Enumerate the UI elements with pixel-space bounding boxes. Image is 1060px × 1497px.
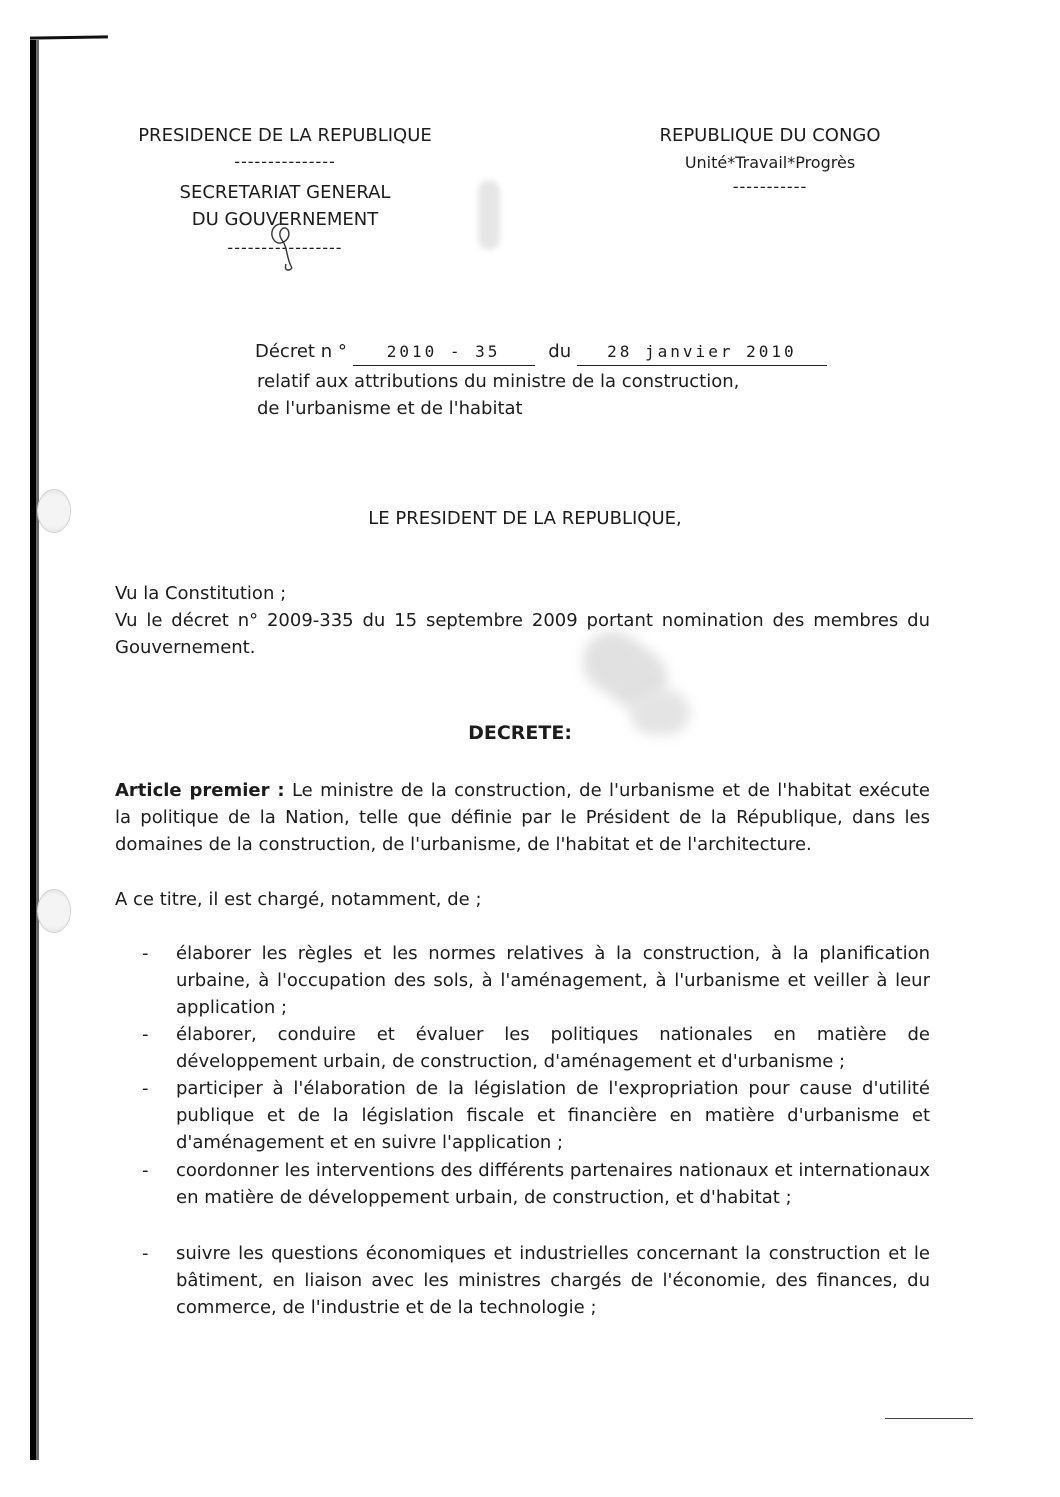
visa-decret: Vu le décret n° 2009-335 du 15 septembre 2009 portant nomination des membres du Gouvernement. [115,610,930,658]
visa-constitution: Vu la Constitution ; [115,583,287,604]
article-text: Le ministre de la construction, de l'urbanisme et de l'habitat exécute la politique de la Nation, telle que définie par le Président de la République, dans les domaines de la construction, de l'urbanisme, de l'habitat et de l'architecture. [115,780,930,855]
decree-subject [257,368,877,422]
punch-hole [38,890,70,932]
article-label: Article premier : [115,780,285,801]
list-item-text: coordonner les interventions des différents partenaires nationaux et internationaux en matière de développement urbain, de construction, et d'habitat ; [176,1160,930,1208]
scan-smudge [478,180,500,250]
list-item [142,1157,930,1238]
bullet-dash: - [142,943,149,964]
footer-rule [885,1418,973,1419]
decree-reference [255,338,875,366]
decree-du: du [548,341,572,362]
list-item-text: élaborer les règles et les normes relatives à la construction, à la planification urbaine, à l'occupation des sols, à l'aménagement, à l'urbanisme et veiller à leur application ; [176,943,930,1018]
decree-date: 28 janvier 2010 [577,338,827,366]
scan-edge-mark [30,35,108,47]
decree-prefix: Décret n ° [255,341,347,362]
header-separator: ----------- [732,177,808,196]
decree-subject-line: de l'urbanisme et de l'habitat [257,398,523,419]
bullet-dash: - [142,1078,149,1099]
header-separator: ----------------- [227,238,343,257]
header-right [630,122,910,196]
president-heading: LE PRESIDENT DE LA REPUBLIQUE, [368,508,682,529]
bullet-dash: - [142,1160,149,1181]
decrete-heading: DECRETE: [468,722,572,744]
header-separator: --------------- [234,152,336,171]
bullet-dash: - [142,1243,149,1264]
list-item [142,1075,930,1156]
decree-subject-line: relatif aux attributions du ministre de la construction, [257,371,740,392]
article-premier [115,777,930,858]
header-motto: Unité*Travail*Progrès [684,153,856,172]
list-item-text: élaborer, conduire et évaluer les politiques nationales en matière de développement urbain, de construction, d'aménagement et d'urbanisme ; [176,1024,930,1072]
list-item-text: suivre les questions économiques et industrielles concernant la construction et le bâtiment, en liaison avec les ministres chargés de l'économie, des finances, du commerce, de l'industrie et de la technologie ; [176,1243,930,1318]
article-intro: A ce titre, il est chargé, notamment, de ; [115,889,482,910]
decree-number: 2010 - 35 [353,338,535,366]
list-item [142,940,930,1021]
list-item-text: participer à l'élaboration de la législation de l'expropriation pour cause d'utilité publique et de la législation fiscale et financière en matière d'urbanisme et d'aménagement et en suivre l'application ; [176,1078,930,1153]
header-presidence: PRESIDENCE DE LA REPUBLIQUE [138,125,432,146]
header-republique: REPUBLIQUE DU CONGO [659,125,881,146]
list-item [142,1240,930,1321]
header-gouvernement: DU GOUVERNEMENT [191,209,379,230]
header-secretariat: SECRETARIAT GENERAL [179,182,391,203]
scan-smudge [630,690,690,735]
scan-edge-bar [30,40,39,1460]
punch-hole [38,490,70,532]
handwritten-initial [262,218,304,276]
bullet-dash: - [142,1024,149,1045]
list-item [142,1021,930,1075]
